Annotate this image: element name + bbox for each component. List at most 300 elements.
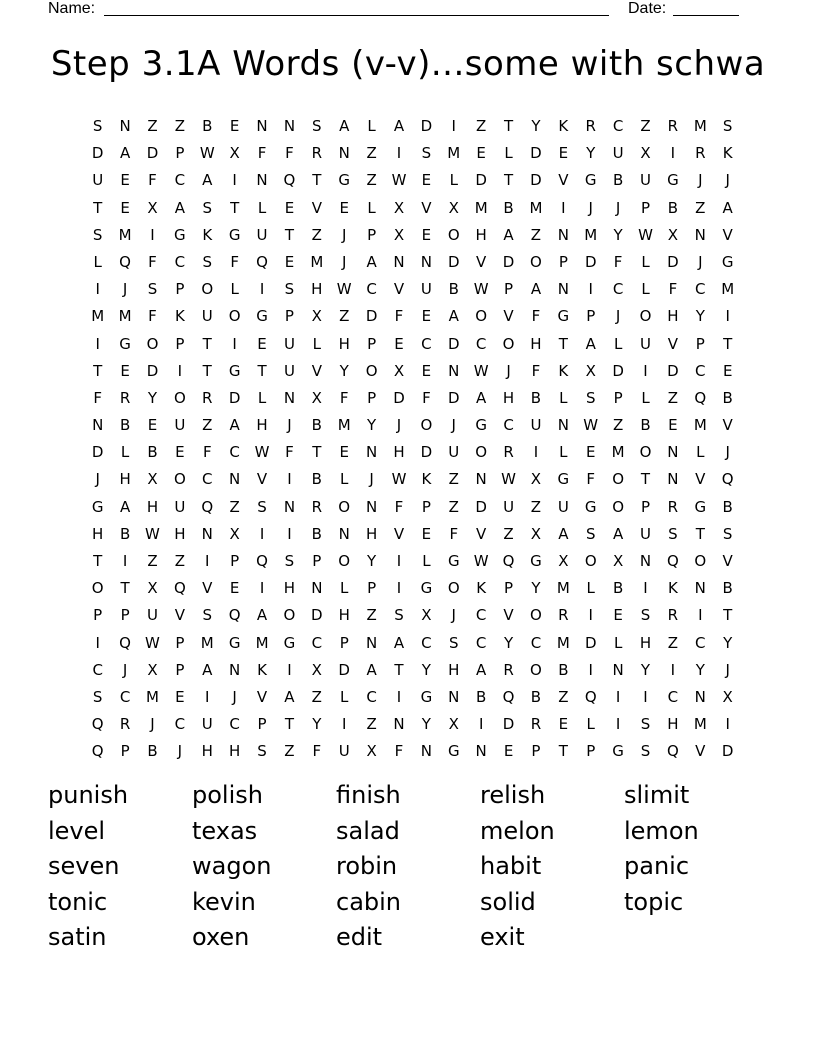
grid-letter[interactable]: U bbox=[174, 416, 186, 435]
grid-letter[interactable]: R bbox=[311, 497, 323, 516]
grid-letter[interactable]: C bbox=[92, 660, 103, 679]
grid-letter[interactable]: I bbox=[588, 606, 593, 625]
grid-letter[interactable]: V bbox=[695, 742, 706, 761]
grid-letter[interactable]: C bbox=[202, 470, 213, 489]
grid-letter[interactable]: N bbox=[557, 225, 569, 244]
grid-letter[interactable]: R bbox=[667, 497, 679, 516]
grid-letter[interactable]: M bbox=[118, 225, 132, 244]
grid-letter[interactable]: N bbox=[393, 715, 405, 734]
grid-letter[interactable]: S bbox=[202, 252, 213, 271]
grid-letter[interactable]: H bbox=[338, 334, 350, 353]
grid-letter[interactable]: X bbox=[147, 470, 158, 489]
grid-letter[interactable]: L bbox=[641, 388, 650, 407]
grid-letter[interactable]: D bbox=[146, 361, 159, 380]
grid-letter[interactable]: Z bbox=[311, 687, 322, 706]
grid-letter[interactable]: N bbox=[694, 225, 706, 244]
grid-letter[interactable]: J bbox=[725, 443, 730, 462]
grid-letter[interactable]: Y bbox=[503, 633, 514, 652]
grid-letter[interactable]: N bbox=[420, 252, 432, 271]
grid-letter[interactable]: A bbox=[476, 388, 487, 407]
grid-letter[interactable]: W bbox=[501, 470, 516, 489]
grid-letter[interactable]: F bbox=[422, 388, 431, 407]
grid-letter[interactable]: T bbox=[93, 198, 103, 217]
grid-letter[interactable]: X bbox=[229, 144, 240, 163]
grid-letter[interactable]: Q bbox=[256, 252, 268, 271]
grid-letter[interactable]: I bbox=[95, 334, 100, 353]
grid-letter[interactable]: Y bbox=[613, 225, 623, 244]
grid-letter[interactable]: E bbox=[503, 742, 514, 761]
grid-letter[interactable]: N bbox=[365, 497, 378, 516]
grid-letter[interactable]: E bbox=[284, 198, 295, 217]
grid-letter[interactable]: E bbox=[613, 606, 623, 625]
grid-letter[interactable]: B bbox=[722, 579, 733, 598]
grid-letter[interactable]: M bbox=[255, 633, 269, 652]
grid-letter[interactable]: Y bbox=[421, 660, 431, 679]
grid-letter[interactable]: Q bbox=[119, 252, 131, 271]
grid-letter[interactable]: X bbox=[393, 198, 405, 217]
grid-letter[interactable]: T bbox=[230, 198, 240, 217]
grid-letter[interactable]: H bbox=[311, 280, 323, 299]
grid-letter[interactable]: L bbox=[340, 687, 349, 706]
grid-letter[interactable]: P bbox=[531, 742, 541, 761]
grid-letter[interactable]: C bbox=[366, 687, 377, 706]
grid-letter[interactable]: J bbox=[615, 198, 621, 217]
grid-letter[interactable]: R bbox=[585, 117, 596, 135]
grid-letter[interactable]: D bbox=[420, 443, 433, 462]
grid-letter[interactable]: P bbox=[175, 280, 185, 299]
grid-letter[interactable]: G bbox=[584, 497, 597, 516]
grid-letter[interactable]: N bbox=[667, 470, 679, 489]
grid-letter[interactable]: A bbox=[585, 334, 596, 353]
grid-letter[interactable]: D bbox=[612, 361, 624, 380]
grid-letter[interactable]: T bbox=[257, 361, 267, 380]
grid-letter[interactable]: J bbox=[232, 687, 237, 706]
grid-letter[interactable]: V bbox=[311, 198, 322, 217]
grid-letter[interactable]: U bbox=[420, 280, 432, 299]
grid-letter[interactable]: T bbox=[284, 225, 295, 244]
grid-letter[interactable]: E bbox=[421, 225, 432, 244]
grid-letter[interactable]: O bbox=[201, 280, 214, 299]
grid-letter[interactable]: O bbox=[475, 307, 488, 326]
grid-letter[interactable]: V bbox=[503, 606, 514, 625]
grid-letter[interactable]: P bbox=[339, 633, 349, 652]
grid-letter[interactable]: O bbox=[338, 497, 351, 516]
grid-letter[interactable]: B bbox=[558, 660, 569, 679]
grid-letter[interactable]: J bbox=[122, 660, 128, 679]
grid-letter[interactable]: Q bbox=[119, 633, 131, 652]
grid-letter[interactable]: B bbox=[530, 388, 542, 407]
grid-letter[interactable]: R bbox=[503, 660, 514, 679]
grid-letter[interactable]: C bbox=[475, 606, 487, 625]
grid-letter[interactable]: T bbox=[312, 443, 322, 462]
grid-letter[interactable]: S bbox=[722, 524, 733, 543]
grid-letter[interactable]: H bbox=[667, 307, 679, 326]
grid-letter[interactable]: Q bbox=[721, 470, 734, 489]
grid-letter[interactable]: Y bbox=[339, 361, 349, 380]
grid-letter[interactable]: S bbox=[585, 388, 596, 407]
grid-letter[interactable]: L bbox=[230, 280, 239, 299]
grid-letter[interactable]: P bbox=[586, 742, 596, 761]
grid-letter[interactable]: E bbox=[558, 715, 569, 734]
grid-letter[interactable]: D bbox=[447, 334, 460, 353]
grid-letter[interactable]: L bbox=[641, 252, 650, 271]
grid-letter[interactable]: B bbox=[722, 497, 733, 516]
grid-letter[interactable]: E bbox=[421, 307, 432, 326]
grid-letter[interactable]: S bbox=[640, 606, 651, 625]
grid-letter[interactable]: A bbox=[530, 280, 542, 299]
grid-letter[interactable]: A bbox=[722, 198, 733, 217]
grid-letter[interactable]: F bbox=[257, 144, 267, 163]
grid-letter[interactable]: Z bbox=[366, 715, 377, 734]
grid-letter[interactable]: M bbox=[721, 280, 735, 299]
grid-letter[interactable]: D bbox=[584, 633, 597, 652]
grid-letter[interactable]: E bbox=[229, 579, 240, 598]
grid-letter[interactable]: X bbox=[421, 606, 432, 625]
grid-letter[interactable]: D bbox=[584, 252, 597, 271]
grid-letter[interactable]: N bbox=[201, 524, 213, 543]
grid-letter[interactable]: J bbox=[287, 416, 292, 435]
grid-letter[interactable]: B bbox=[202, 117, 213, 135]
grid-letter[interactable]: I bbox=[725, 715, 730, 734]
grid-letter[interactable]: T bbox=[394, 660, 404, 679]
grid-letter[interactable]: F bbox=[531, 361, 541, 380]
grid-letter[interactable]: S bbox=[668, 524, 678, 543]
grid-letter[interactable]: M bbox=[556, 579, 570, 598]
grid-letter[interactable]: W bbox=[473, 552, 489, 570]
grid-letter[interactable]: E bbox=[421, 361, 432, 380]
grid-letter[interactable]: I bbox=[561, 198, 566, 217]
grid-letter[interactable]: D bbox=[667, 361, 679, 380]
grid-letter[interactable]: F bbox=[230, 252, 239, 271]
grid-letter[interactable]: J bbox=[588, 198, 593, 217]
grid-letter[interactable]: W bbox=[391, 470, 407, 489]
grid-letter[interactable]: J bbox=[725, 171, 730, 190]
grid-letter[interactable]: Y bbox=[421, 715, 431, 734]
grid-letter[interactable]: X bbox=[722, 687, 733, 706]
grid-letter[interactable]: O bbox=[228, 307, 241, 326]
grid-letter[interactable]: I bbox=[615, 715, 621, 734]
grid-letter[interactable]: H bbox=[639, 633, 652, 652]
grid-letter[interactable]: Q bbox=[694, 388, 707, 407]
grid-letter[interactable]: C bbox=[475, 334, 487, 353]
grid-letter[interactable]: Z bbox=[366, 144, 377, 163]
grid-letter[interactable]: V bbox=[256, 470, 268, 489]
grid-letter[interactable]: S bbox=[284, 552, 295, 570]
grid-letter[interactable]: Z bbox=[147, 552, 158, 570]
grid-letter[interactable]: F bbox=[312, 742, 322, 761]
grid-letter[interactable]: U bbox=[256, 225, 268, 244]
grid-letter[interactable]: V bbox=[393, 524, 405, 543]
grid-letter[interactable]: A bbox=[558, 524, 569, 543]
grid-letter[interactable]: N bbox=[365, 443, 378, 462]
grid-letter[interactable]: Z bbox=[530, 497, 542, 516]
grid-letter[interactable]: A bbox=[256, 606, 268, 625]
grid-letter[interactable]: I bbox=[698, 606, 703, 625]
grid-letter[interactable]: X bbox=[393, 361, 405, 380]
grid-letter[interactable]: D bbox=[420, 117, 433, 135]
grid-letter[interactable]: D bbox=[228, 388, 241, 407]
grid-letter[interactable]: J bbox=[177, 742, 183, 761]
grid-letter[interactable]: G bbox=[420, 579, 433, 598]
grid-letter[interactable]: G bbox=[228, 225, 241, 244]
grid-letter[interactable]: X bbox=[585, 361, 596, 380]
grid-letter[interactable]: F bbox=[613, 252, 623, 271]
name-line[interactable] bbox=[104, 15, 609, 16]
grid-letter[interactable]: L bbox=[586, 579, 595, 598]
grid-letter[interactable]: E bbox=[476, 144, 486, 163]
grid-letter[interactable]: K bbox=[202, 225, 213, 244]
grid-letter[interactable]: C bbox=[311, 633, 323, 652]
grid-letter[interactable]: Q bbox=[173, 579, 186, 598]
grid-letter[interactable]: Q bbox=[502, 552, 515, 570]
grid-letter[interactable]: F bbox=[148, 252, 157, 271]
grid-letter[interactable]: C bbox=[612, 280, 624, 299]
grid-letter[interactable]: O bbox=[612, 470, 625, 489]
grid-letter[interactable]: T bbox=[120, 579, 130, 598]
grid-letter[interactable]: Q bbox=[666, 742, 679, 761]
grid-letter[interactable]: G bbox=[256, 307, 268, 326]
grid-letter[interactable]: D bbox=[447, 388, 460, 407]
grid-letter[interactable]: S bbox=[585, 524, 596, 543]
grid-letter[interactable]: G bbox=[721, 252, 734, 271]
grid-letter[interactable]: T bbox=[695, 524, 705, 543]
grid-letter[interactable]: Z bbox=[640, 117, 651, 135]
grid-letter[interactable]: E bbox=[257, 334, 267, 353]
grid-letter[interactable]: I bbox=[643, 687, 648, 706]
grid-letter[interactable]: I bbox=[122, 552, 128, 570]
grid-letter[interactable]: H bbox=[448, 660, 460, 679]
grid-letter[interactable]: G bbox=[174, 225, 186, 244]
grid-letter[interactable]: H bbox=[146, 497, 159, 516]
grid-letter[interactable]: Z bbox=[448, 497, 459, 516]
grid-letter[interactable]: U bbox=[92, 171, 104, 190]
grid-letter[interactable]: O bbox=[584, 552, 597, 570]
grid-letter[interactable]: L bbox=[613, 334, 623, 353]
grid-letter[interactable]: G bbox=[338, 171, 351, 190]
grid-letter[interactable]: I bbox=[205, 552, 210, 570]
grid-letter[interactable]: Z bbox=[202, 416, 213, 435]
grid-letter[interactable]: E bbox=[175, 687, 185, 706]
grid-letter[interactable]: W bbox=[638, 225, 653, 244]
grid-letter[interactable]: K bbox=[722, 144, 733, 163]
grid-letter[interactable]: G bbox=[228, 361, 241, 380]
grid-letter[interactable]: C bbox=[667, 687, 679, 706]
grid-letter[interactable]: U bbox=[557, 497, 569, 516]
grid-letter[interactable]: H bbox=[475, 225, 487, 244]
grid-letter[interactable]: H bbox=[283, 579, 296, 598]
grid-letter[interactable]: G bbox=[667, 171, 679, 190]
grid-letter[interactable]: L bbox=[449, 171, 458, 190]
grid-letter[interactable]: J bbox=[725, 660, 730, 679]
grid-letter[interactable]: B bbox=[147, 443, 158, 462]
grid-letter[interactable]: P bbox=[175, 660, 185, 679]
grid-letter[interactable]: Z bbox=[311, 225, 322, 244]
grid-letter[interactable]: J bbox=[150, 715, 155, 734]
grid-letter[interactable]: C bbox=[229, 443, 240, 462]
grid-letter[interactable]: O bbox=[91, 579, 104, 598]
grid-letter[interactable]: A bbox=[229, 416, 240, 435]
grid-letter[interactable]: I bbox=[259, 579, 265, 598]
grid-letter[interactable]: C bbox=[421, 633, 432, 652]
grid-letter[interactable]: B bbox=[119, 416, 131, 435]
grid-letter[interactable]: L bbox=[696, 443, 705, 462]
grid-letter[interactable]: W bbox=[254, 443, 270, 462]
grid-letter[interactable]: Q bbox=[584, 687, 597, 706]
grid-letter[interactable]: B bbox=[147, 742, 158, 761]
grid-letter[interactable]: T bbox=[640, 470, 651, 489]
grid-letter[interactable]: N bbox=[557, 416, 569, 435]
grid-letter[interactable]: L bbox=[367, 117, 376, 135]
grid-letter[interactable]: K bbox=[421, 470, 432, 489]
grid-letter[interactable]: U bbox=[640, 524, 651, 543]
grid-letter[interactable]: P bbox=[175, 633, 185, 652]
grid-letter[interactable]: M bbox=[337, 416, 351, 435]
grid-letter[interactable]: V bbox=[722, 416, 733, 435]
grid-letter[interactable]: P bbox=[312, 552, 322, 570]
grid-letter[interactable]: V bbox=[667, 334, 679, 353]
grid-letter[interactable]: E bbox=[421, 524, 432, 543]
grid-letter[interactable]: H bbox=[229, 742, 241, 761]
grid-letter[interactable]: R bbox=[119, 715, 131, 734]
grid-letter[interactable]: N bbox=[420, 742, 432, 761]
grid-letter[interactable]: N bbox=[475, 742, 487, 761]
grid-letter[interactable]: U bbox=[448, 443, 460, 462]
grid-letter[interactable]: W bbox=[473, 280, 489, 299]
grid-letter[interactable]: J bbox=[95, 470, 100, 489]
grid-letter[interactable]: K bbox=[476, 579, 487, 598]
grid-letter[interactable]: N bbox=[229, 660, 241, 679]
grid-letter[interactable]: S bbox=[640, 715, 651, 734]
grid-letter[interactable]: Y bbox=[367, 552, 377, 570]
grid-letter[interactable]: L bbox=[559, 443, 568, 462]
grid-letter[interactable]: Z bbox=[229, 497, 240, 516]
grid-letter[interactable]: C bbox=[174, 715, 186, 734]
grid-letter[interactable]: D bbox=[338, 660, 350, 679]
grid-letter[interactable]: S bbox=[202, 198, 213, 217]
grid-letter[interactable]: I bbox=[396, 144, 402, 163]
grid-letter[interactable]: J bbox=[122, 280, 128, 299]
grid-letter[interactable]: E bbox=[175, 443, 185, 462]
grid-letter[interactable]: Z bbox=[667, 388, 679, 407]
grid-letter[interactable]: F bbox=[449, 524, 459, 543]
grid-letter[interactable]: C bbox=[530, 633, 542, 652]
grid-letter[interactable]: I bbox=[588, 660, 593, 679]
grid-letter[interactable]: O bbox=[173, 470, 186, 489]
grid-letter[interactable]: P bbox=[504, 579, 514, 598]
grid-letter[interactable]: M bbox=[693, 715, 707, 734]
grid-letter[interactable]: M bbox=[693, 416, 707, 435]
grid-letter[interactable]: D bbox=[502, 252, 515, 271]
grid-letter[interactable]: I bbox=[588, 280, 593, 299]
grid-letter[interactable]: W bbox=[145, 633, 160, 652]
grid-letter[interactable]: P bbox=[367, 579, 377, 598]
grid-letter[interactable]: Z bbox=[448, 470, 459, 489]
grid-letter[interactable]: B bbox=[667, 198, 679, 217]
grid-letter[interactable]: S bbox=[92, 687, 103, 706]
grid-letter[interactable]: L bbox=[312, 334, 321, 353]
grid-letter[interactable]: P bbox=[367, 225, 377, 244]
grid-letter[interactable]: I bbox=[615, 687, 621, 706]
grid-letter[interactable]: H bbox=[365, 524, 378, 543]
grid-letter[interactable]: B bbox=[640, 416, 651, 435]
grid-letter[interactable]: D bbox=[530, 171, 542, 190]
grid-letter[interactable]: B bbox=[612, 579, 624, 598]
grid-letter[interactable]: I bbox=[232, 171, 237, 190]
grid-letter[interactable]: P bbox=[175, 334, 185, 353]
grid-letter[interactable]: T bbox=[312, 171, 322, 190]
grid-letter[interactable]: X bbox=[311, 307, 322, 326]
grid-letter[interactable]: X bbox=[229, 524, 240, 543]
grid-letter[interactable]: I bbox=[287, 470, 292, 489]
grid-letter[interactable]: V bbox=[722, 225, 733, 244]
grid-letter[interactable]: Y bbox=[147, 388, 158, 407]
grid-letter[interactable]: N bbox=[283, 388, 296, 407]
grid-letter[interactable]: O bbox=[447, 225, 460, 244]
grid-letter[interactable]: P bbox=[640, 198, 651, 217]
grid-letter[interactable]: S bbox=[147, 280, 158, 299]
grid-letter[interactable]: G bbox=[557, 470, 570, 489]
grid-letter[interactable]: X bbox=[311, 660, 322, 679]
grid-letter[interactable]: H bbox=[201, 742, 213, 761]
grid-letter[interactable]: N bbox=[667, 443, 679, 462]
grid-letter[interactable]: D bbox=[91, 144, 104, 163]
grid-letter[interactable]: D bbox=[475, 497, 487, 516]
grid-letter[interactable]: C bbox=[503, 416, 514, 435]
grid-letter[interactable]: I bbox=[451, 117, 456, 135]
grid-letter[interactable]: C bbox=[421, 334, 432, 353]
grid-letter[interactable]: J bbox=[615, 307, 621, 326]
grid-letter[interactable]: R bbox=[202, 388, 213, 407]
grid-letter[interactable]: A bbox=[202, 171, 213, 190]
grid-letter[interactable]: M bbox=[474, 198, 488, 217]
grid-letter[interactable]: T bbox=[284, 715, 295, 734]
grid-letter[interactable]: I bbox=[95, 280, 100, 299]
grid-letter[interactable]: H bbox=[667, 715, 679, 734]
grid-letter[interactable]: A bbox=[119, 144, 131, 163]
grid-letter[interactable]: B bbox=[311, 416, 322, 435]
grid-letter[interactable]: S bbox=[640, 742, 651, 761]
grid-letter[interactable]: I bbox=[205, 687, 210, 706]
grid-letter[interactable]: B bbox=[476, 687, 487, 706]
grid-letter[interactable]: Y bbox=[695, 307, 705, 326]
grid-letter[interactable]: F bbox=[148, 307, 157, 326]
grid-letter[interactable]: O bbox=[639, 307, 652, 326]
grid-letter[interactable]: T bbox=[202, 361, 212, 380]
grid-letter[interactable]: X bbox=[147, 579, 158, 598]
grid-letter[interactable]: P bbox=[367, 388, 377, 407]
grid-letter[interactable]: R bbox=[119, 388, 131, 407]
grid-letter[interactable]: U bbox=[283, 334, 295, 353]
grid-letter[interactable]: S bbox=[449, 633, 459, 652]
grid-letter[interactable]: M bbox=[447, 144, 461, 163]
grid-letter[interactable]: E bbox=[668, 416, 678, 435]
grid-letter[interactable]: N bbox=[639, 552, 652, 570]
grid-letter[interactable]: V bbox=[393, 280, 405, 299]
grid-letter[interactable]: X bbox=[640, 144, 651, 163]
grid-letter[interactable]: J bbox=[451, 416, 456, 435]
grid-letter[interactable]: U bbox=[503, 497, 515, 516]
grid-letter[interactable]: O bbox=[475, 443, 488, 462]
grid-letter[interactable]: M bbox=[200, 633, 214, 652]
grid-letter[interactable]: W bbox=[145, 524, 160, 543]
grid-letter[interactable]: Y bbox=[640, 660, 651, 679]
grid-letter[interactable]: R bbox=[695, 144, 706, 163]
grid-letter[interactable]: B bbox=[530, 687, 542, 706]
grid-letter[interactable]: V bbox=[695, 470, 706, 489]
grid-letter[interactable]: M bbox=[529, 198, 543, 217]
grid-letter[interactable]: G bbox=[530, 552, 542, 570]
grid-letter[interactable]: C bbox=[174, 171, 186, 190]
